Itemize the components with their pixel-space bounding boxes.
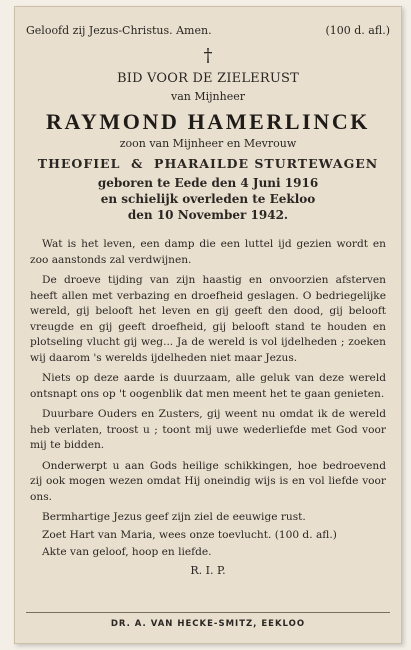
card-content bbox=[26, 16, 390, 634]
paragraph: Onderwerpt u aan Gods heilige schikkingen, hoe bedroevend zij ook mogen wezen omdat Hij oneindig wijs is en vol liefde voor ons. bbox=[30, 459, 386, 503]
header-invocation: Geloofd zij Jezus-Christus. Amen. bbox=[26, 24, 212, 37]
footer-divider bbox=[26, 612, 390, 613]
paragraph: Duurbare Ouders en Zusters, gij weent nu omdat ik de wereld heb verlaten, troost u ; toont mij uwe wederliefde met God voor mij te bidden. bbox=[30, 408, 386, 451]
birth-line: geboren te Eede den 4 Juni 1916 bbox=[97, 176, 319, 190]
son-of-line: zoon van Mijnheer en Mevrouw bbox=[119, 137, 297, 150]
death-date-line: den 10 November 1942. bbox=[127, 208, 289, 222]
header-row bbox=[26, 24, 390, 37]
printer-credit: DR. A. VAN HECKE-SMITZ, EEKLOO bbox=[110, 619, 306, 629]
paragraph: Zoet Hart van Maria, wees onze toevlucht. (100 d. afl.) bbox=[42, 528, 337, 541]
deceased-name: RAYMOND HAMERLINCK bbox=[45, 109, 371, 134]
birth-death-info bbox=[26, 175, 390, 223]
paragraph: Akte van geloof, hoop en liefde. bbox=[42, 546, 212, 558]
rip-line: R. I. P. bbox=[190, 563, 226, 577]
header-indulgence: (100 d. afl.) bbox=[325, 24, 390, 37]
paragraph: Bermhartige Jezus geef zijn ziel de eeuwige rust. bbox=[42, 511, 306, 523]
cross-icon: † bbox=[203, 45, 213, 66]
parents-names: THEOFIEL & PHARAILDE STURTEWAGEN bbox=[37, 156, 379, 171]
paragraph: De droeve tijding van zijn haastig en onvoorzien afsterven heeft allen met verbazing en droefheid geslagen. O bedriegelijke wereld, gij belooft het leven en gij geeft den dood, gij belooft vreugde en gij geeft droefheid, gij belooft stand te houden en plotseling vlucht gij weg... Ja de wereld is vol ijdelheden ; zoeken wij daarom 's werelds ijdelheden niet maar Jezus. bbox=[30, 274, 386, 364]
paragraph: Wat is het leven, een damp die een luttel ijd gezien wordt en zoo aanstonds zal verdwijnen. bbox=[30, 238, 386, 266]
paragraph: Niets op deze aarde is duurzaam, alle geluk van deze wereld ontsnapt ons op 't oogenblik dat men meent het te gaan genieten. bbox=[30, 372, 386, 400]
memorial-card bbox=[14, 6, 402, 644]
prayer-title: BID VOOR DE ZIELERUST bbox=[117, 71, 299, 86]
death-line: en schielijk overleden te Eekloo bbox=[100, 192, 316, 206]
memorial-text bbox=[26, 237, 390, 578]
salutation: van Mijnheer bbox=[171, 90, 245, 103]
